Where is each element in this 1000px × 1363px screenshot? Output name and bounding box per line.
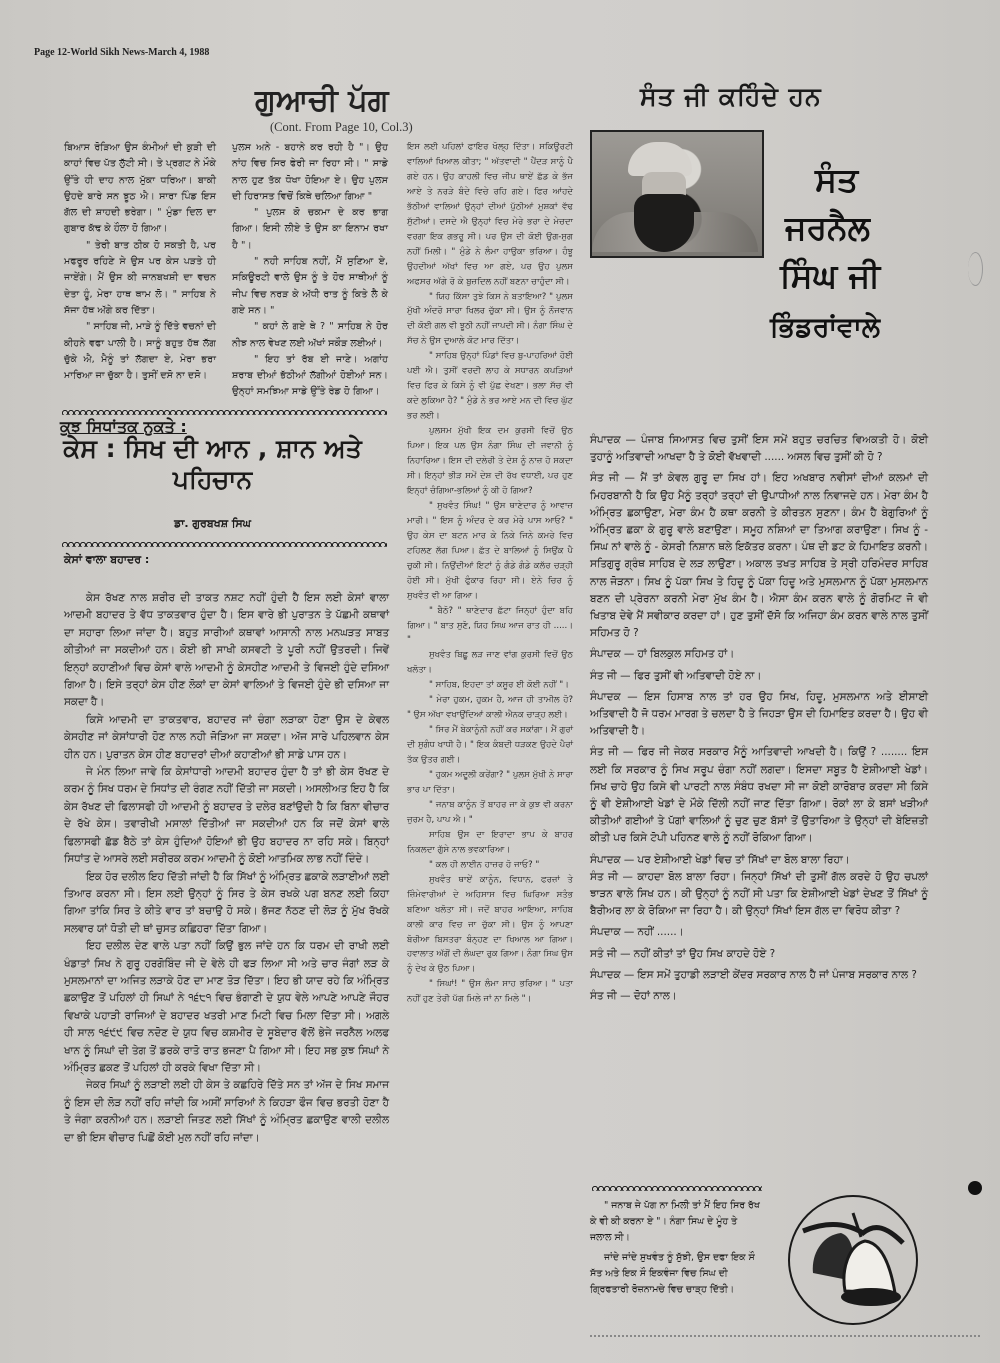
story-paragraph: " ਸਿਰ ਮੈਂ ਬੇਕਾਨੂੰਨੀ ਨਹੀਂ ਕਰ ਸਕਾਂਗਾ। ਮੈਂ ਗੁਰਾਂ ਦੀ ਸੁਗੰਧ ਖਾਧੀ ਹੈ। " ਇਕ ਕੰਬਦੀ ਧੜਕਣ ਉਹਦੇ ਪੈਰਾਂ ਤੱਕ ਉਤਰ ਗਈ। xyxy=(407,725,573,766)
essay-headline: ਕੇਸ : ਸਿਖ ਦੀ ਆਨ , ਸ਼ਾਨ ਅਤੇ ਪਹਿਚਾਨ xyxy=(63,434,362,494)
interview-exchange: ਸੰਪਦਾਕ — ਨਹੀਂ ......। xyxy=(590,926,684,939)
name-line: ਸੰਤ xyxy=(815,160,859,199)
essay-paragraph: ਜੇ ਮੰਨ ਲਿਆ ਜਾਵੇ ਕਿ ਕੇਸਾਂਧਾਰੀ ਆਦਮੀ ਬਹਾਦਰ ਹੁੰਦਾ ਹੈ ਤਾਂ ਭੀ ਕੇਸ ਰੱਖਣ ਦੇ ਕਰਮ ਨੂੰ ਸਿਖ ਧਰਮ ਦੇ ਸਿਧਾਂਤ ਦੀ ਰੰਗਣ ਨਹੀਂ ਦਿੱਤੀ ਜਾ ਸਕਦੀ। ਅਸਲੀਅਤ ਇਹ ਹੈ ਕਿ ਕੇਸ ਰੱਖਣ ਦੀ ਫਿਲਾਸਫੀ ਹੀ ਆਦਮੀ ਨੂੰ ਬਹਾਦਰ ਤੇ ਦਲੇਰ ਬਣਾਂਉਦੀ ਹੈ ਕਿ ਬਿਨਾ ਵੀਚਾਰ ਦੇ ਰੱਖੇ ਕੇਸ। ਤਵਾਰੀਖੀ ਮਸਾਲਾਂ ਦਿੱਤੀਆਂ ਜਾ ਸਕਦੀਆਂ ਹਨ ਕਿ ਜਦੋਂ ਕੇਸਾਂ ਵਾਲੇ ਫਿਲਾਸਫੀ ਛੱਡ ਬੈਠੇ ਤਾਂ ਕੇਸ ਹੁੰਦਿਆਂ ਹੋਇਆਂ ਭੀ ਉਹ ਬਹਾਦਰ ਨਾ ਰਹਿ ਸਕੇ। ਬਿਨ੍ਹਾਂ ਸਿਧਾਂਤ ਦੇ ਆਸਰੇ ਲਈ ਸਰੀਰਕ ਕਰਮ ਆਦਮੀ ਨੂੰ ਕੋਈ ਆਤਮਿਕ ਲਾਭ ਨਹੀਂ ਦਿੰਦੇ। xyxy=(64,766,389,866)
essay-paragraph: ਜੇਕਰ ਸਿਘਾਂ ਨੂੰ ਲੜਾਈ ਲਈ ਹੀ ਕੇਸ ਤੇ ਕਛਹਿਰੇ ਦਿੱਤੇ ਸਨ ਤਾਂ ਅੱਜ ਦੇ ਸਿਖ ਸਮਾਜ ਨੂੰ ਇਸ ਦੀ ਲੋੜ ਨਹੀਂ ਰਹਿ ਜਾਂਦੀ ਕਿ ਅਸੀਂ ਸਾਰਿਆਂ ਨੇ ਕਿਹੜਾ ਫੌਜ ਵਿਚ ਭਰਤੀ ਹੋਣਾ ਹੈ ਤੇ ਜੰਗਾ ਕਰਨੀਆਂ ਹਨ। ਲੜਾਈ ਜਿਤਣ ਲਈ ਸਿੱਖਾਂ ਨੂੰ ਅੰਮ੍ਰਿਤ ਛਕਾਉਣ ਵਾਲੀ ਦਲੀਲ ਦਾ ਭੀ ਇਸ ਵੀਚਾਰ ਪਿਛੋਂ ਕੋਈ ਮੁਲ ਨਹੀਂ ਰਹਿ ਜਾਂਦਾ। xyxy=(64,1079,389,1144)
essay-paragraph: ਕੇਸ ਰੱਖਣ ਨਾਲ ਸ਼ਰੀਰ ਦੀ ਤਾਕਤ ਨਸ਼ਟ ਨਹੀਂ ਹੁੰਦੀ ਹੈ ਇਸ ਲਈ ਕੇਸਾਂ ਵਾਲਾ ਆਦਮੀ ਬਹਾਦਰ ਤੇ ਵੱਧ ਤਾਕਤਵਾਰ ਹੁੰਦਾ ਹੈ। ਇਸ ਵਾਰੇ ਭੀ ਪੁਰਾਤਨ ਤੇ ਪੱਛਮੀ ਕਥਾਵਾਂ ਦਾ ਸਹਾਰਾ ਲਿਆ ਜਾਂਦਾ ਹੈ। ਬਹੁਤ ਸਾਰੀਆਂ ਕਥਾਵਾਂ ਆਸਾਨੀ ਨਾਲ ਮਨਘੜਤ ਸਾਬਤ ਕੀਤੀਆਂ ਜਾ ਸਕਦੀਆਂ ਹਨ। ਕੋਈ ਭੀ ਸਾਖੀ ਕਸਵਟੀ ਤੇ ਪੂਰੀ ਨਹੀਂ ਉਤਰਦੀ। ਜਿਵੇਂ ਇਨ੍ਹਾਂ ਕਹਾਣੀਆਂ ਵਿਚ ਕੇਸਾਂ ਵਾਲੇ ਆਦਮੀ ਨੂੰ ਕੇਸਹੀਣ ਆਦਮੀ ਤੇ ਵਿਜਈ ਹੁੰਦੇ ਦਸਿਆ ਗਿਆ ਹੈ। ਇਸੇ ਤਰ੍ਹਾਂ ਕੇਸ ਹੀਣ ਲੋਕਾਂ ਦਾ ਕੇਸਾਂ ਵਾਲਿਆਂ ਤੇ ਵਿਜਈ ਹੁੰਦੇ ਭੀ ਦਸਿਆ ਜਾ ਸਕਦਾ ਹੈ। xyxy=(64,592,389,709)
portrait-photo xyxy=(590,130,764,258)
story-ending-box xyxy=(590,1198,760,1302)
portrait-beard xyxy=(634,194,694,252)
story-paragraph: " ਹੁਕਮ ਅਦੂਲੀ ਕਰੇਂਗਾ? " ਪੁਲਸ ਮੁੱਖੀ ਨੇ ਸਾਰਾ ਭਾਰ ਪਾ ਦਿੱਤਾ। xyxy=(407,770,573,795)
binder-hole xyxy=(968,252,983,286)
story-paragraph: ਸਾਹਿਬ ਉਸ ਦਾ ਇਰਾਦਾ ਭਾਪ ਕੇ ਬਾਹਰ ਨਿਕਲਦਾ ਗੁੱਸੇ ਨਾਲ ਭਵਕਾਰਿਆ। xyxy=(407,829,573,855)
interview-exchange: ਸੰਪਾਦਕ — ਇਸ ਸਮੇਂ ਤੁਹਾਡੀ ਲੜਾਈ ਕੇਂਦਰ ਸਰਕਾਰ ਨਾਲ ਹੈ ਜਾਂ ਪੰਜਾਬ ਸਰਕਾਰ ਨਾਲ ? xyxy=(590,968,917,981)
interview-exchange: ਸੰਤ ਜੀ — ਦੋਹਾਂ ਨਾਲ। xyxy=(590,990,677,1003)
name-line: ਭਿੰਡਰਾਂਵਾਲੇ xyxy=(770,312,881,343)
story-paragraph: " ਯਿਹ ਕਿੱਸਾ ਤੁਝੇ ਕਿਸ ਨੇ ਬਤਾਇਆ? " ਪੁਲਸ ਮੁੱਖੀ ਅੰਦਰੋ ਸਾਰਾ ਖਿਲਰ ਚੁੱਕਾ ਸੀ। ਉਸ ਨੂੰ ਨੌਜਵਾਨ ਦੀ ਕੋਈ ਗਲ ਵੀ ਝੂਠੀ ਨਹੀਂ ਜਾਪਦੀ ਸੀ। ਨੰਗਾ ਸਿੰਘ ਦੇ ਸੱਚ ਨੇ ਉਸ ਦੁਆਲੇ ਕੋਟ ਮਾਰ ਦਿੱਤਾ। xyxy=(407,291,573,347)
story-paragraph: " ਨਹੀ ਸਾਹਿਬ ਨਹੀਂ, ਮੈਂ ਸੁਣਿਆ ਏ, ਸਕਿਊਰਟੀ ਵਾਲੇ ਉਸ ਨੂੰ ਤੇ ਹੋਰ ਸਾਥੀਆਂ ਨੂੰ ਜੀਪ ਵਿਚ ਨਰੜ ਕੇ ਅੱਧੀ ਰਾਤ ਨੂੰ ਕਿਤੇ ਲੈ ਕੇ ਗਏ ਸਨ। " xyxy=(232,256,388,316)
interview-body xyxy=(590,432,928,1009)
wavy-rule xyxy=(62,540,387,547)
story-paragraph: ਸੁਖਵੰਤ ਬਿਛੂ ਲੜ ਜਾਣ ਵਾਂਗ ਕੁਰਸੀ ਵਿਚੋਂ ਉਠ ਖਲੋਤਾ। xyxy=(407,650,573,676)
story-paragraph: " ਕਹਾਂ ਲੇ ਗਏ ਥੇ ? " ਸਾਹਿਬ ਨੇ ਹੋਰ ਨੀਝ ਨਾਲ ਵੇਖਣ ਲਈ ਅੱਖਾਂ ਸਕੌੜ ਲਈਆਂ। xyxy=(232,321,388,349)
essay-kicker: ਕੁਝ ਸਿਧਾਂਤਕ ਨੁਕਤੇ : xyxy=(60,417,187,436)
essay-paragraph: ਕਿਸੇ ਆਦਮੀ ਦਾ ਤਾਕਤਵਾਰ, ਬਹਾਦਰ ਜਾਂ ਚੰਗਾ ਲੜਾਕਾ ਹੋਣਾ ਉਸ ਦੇ ਕੇਵਲ ਕੇਸਹੀਣ ਜਾਂ ਕੇਸਾਂਧਾਰੀ ਹੋਣ ਨਾਲ ਨਹੀ ਜੋੜਿਆ ਜਾ ਸਕਦਾ। ਅੱਜ ਸਾਰੇ ਪਹਿਲਵਾਨ ਕੇਸ ਹੀਨ ਹਨ। ਪੁਰਾਤਨ ਕੇਸ ਹੀਣ ਬਹਾਦਰਾਂ ਦੀਆਂ ਕਹਾਣੀਆਂ ਭੀ ਸਾਡੇ ਪਾਸ ਹਨ। xyxy=(64,713,390,761)
story-paragraph: " ਪੁਲਸ ਕੋ ਚਕਮਾ ਦੇ ਕਰ ਭਾਗ ਗਿਆ। ਇਸੀ ਲੀਏ ਤੋ ਉਸ ਕਾ ਇਨਾਮ ਰਖਾ ਹੈ "। xyxy=(232,207,388,251)
interview-exchange: ਸੰਪਾਦਕ — ਪੰਜਾਬ ਸਿਆਸਤ ਵਿਚ ਤੁਸੀਂ ਇਸ ਸਮੇਂ ਬਹੁਤ ਚਰਚਿਤ ਵਿਅਕਤੀ ਹੋ। ਕੋਈ ਤੁਹਾਨੂੰ ਅਤਿਵਾਦੀ ਆਖਦਾ ਹੈ ਤੇ ਕੋਈ ਵੱਖਵਾਦੀ ...... ਅਸਲ ਵਿਚ ਤੁਸੀਂ ਕੀ ਹੋ ? xyxy=(590,434,928,464)
story-paragraph: " ਇਹ ਤਾਂ ਰੱਬ ਈ ਜਾਣੇ। ਅਗਾਂਹ ਸ਼ਰਾਬ ਦੀਆਂ ਭੱਠੀਆਂ ਲੱਗੀਆਂ ਹੋਈਆਂ ਸਨ। ਉਨ੍ਹਾਂ ਸਮਝਿਆ ਸਾਡੇ ਉੱਤੇ ਰੇਡ ਹੋ ਗਿਆ। xyxy=(232,353,388,398)
interview-exchange: ਸੰਪਾਦਕ — ਪਰ ਏਸ਼ੀਆਈ ਖੇਡਾਂ ਵਿਚ ਤਾਂ ਸਿੱਖਾਂ ਦਾ ਬੋਲ ਬਾਲਾ ਰਿਹਾ। xyxy=(590,853,850,866)
essay-byline: ਡਾ. ਗੁਰਬਖਸ਼ ਸਿਘ xyxy=(174,517,251,530)
wavy-rule xyxy=(592,1184,762,1191)
interview-exchange: ਸੰਤ ਜੀ — ਕਾਹਦਾ ਬੋਲ ਬਾਲਾ ਰਿਹਾ। ਜਿਨ੍ਹਾਂ ਸਿੱਖਾਂ ਦੀ ਤੁਸੀਂ ਗੱਲ ਕਰਦੇ ਹੋ ਉਹ ਚਪਲਾਂ ਝਾੜਨ ਵਾਲੇ ਸਿਖ ਹਨ। ਕੀ ਉਨ੍ਹਾਂ ਨੂੰ ਨਹੀਂ ਸੀ ਪਤਾ ਕਿ ਏਸ਼ੀਆਈ ਖੇਡਾਂ ਦੇਖਣ ਤੋਂ ਸਿੱਖਾਂ ਨੂੰ ਬੈਰੀਅਰ ਲਾ ਕੇ ਰੋਕਿਆ ਜਾ ਰਿਹਾ ਹੈ। ਕੀ ਉਨ੍ਹਾਂ ਸਿੱਖਾਂ ਇਸ ਗੱਲ ਦਾ ਵਿਰੋਧ ਕੀਤਾ ? xyxy=(590,870,928,918)
essay-paragraph: ਇਹ ਦਲੀਲ ਦੇਣ ਵਾਲੇ ਪਤਾ ਨਹੀਂ ਕਿਉਂ ਭੁਲ ਜਾਂਦੇ ਹਨ ਕਿ ਧਰਮ ਦੀ ਰਾਖੀ ਲਈ ਖੰਡਾਤਾਂ ਸਿਖ ਨੇ ਗੁਰੂ ਹਰਗੋਬਿੰਦ ਜੀ ਦੇ ਵੇਲੇ ਹੀ ਫੜ ਲਿਆ ਸੀ ਅਤੇ ਚਾਰ ਜੰਗਾਂ ਲੜ ਕੇ ਮੁਸਲਮਾਨਾਂ ਦਾ ਅਜਿਤ ਲੜਾਕੇ ਹੋਣ ਦਾ ਮਾਣ ਤੋੜ ਦਿੱਤਾ। ਇਹ ਭੀ ਯਾਦ ਰਹੇ ਕਿ ਅੰਮ੍ਰਿਤ ਛਕਾਉਣ ਤੋਂ ਪਹਿਲਾਂ ਹੀ ਸਿਘਾਂ ਨੇ ੧੬੮੧ ਵਿਚ ਭੰਗਾਣੀ ਦੇ ਯੁਧ ਵੇਲੇ ਆਪਣੇ ਆਪਣੇ ਜੌਹਰ ਵਿਖਾਕੇ ਪਹਾੜੀ ਰਾਜਿਆਂ ਦੇ ਬਹਾਦਰ ਖਤਰੀ ਮਾਣ ਮਿਟੀ ਵਿਚ ਮਿਲਾ ਦਿੱਤਾ ਸੀ। ਅਗਲੇ ਹੀ ਸਾਲ ੧੬੯੯ ਵਿਚ ਨਦੋਣ ਦੇ ਯੁਧ ਵਿਚ ਕਸ਼ਮੀਰ ਦੇ ਸੂਬੇਦਾਰ ਵੱਲੋਂ ਭੇਜੇ ਜਰਨੈਲ ਅਲਫ ਖਾਨ ਨੂੰ ਸਿਘਾਂ ਦੀ ਤੇਗ ਤੋਂ ਡਰਕੇ ਰਾਤੋ ਰਾਤ ਭਜਣਾ ਪੈ ਗਿਆ ਸੀ। ਇਹ ਸਭ ਕੁਝ ਸਿਘਾਂ ਨੇ ਅੰਮ੍ਰਿਤ ਛਕਣ ਤੋਂ ਪਹਿਲਾਂ ਹੀ ਕਰਕੇ ਵਿਖਾ ਦਿੱਤਾ ਸੀ। xyxy=(64,940,389,1074)
essay-subhead: ਕੇਸਾਂ ਵਾਲਾ ਬਹਾਦਰ : xyxy=(64,553,150,566)
story-paragraph: " ਸੁਖਵੰਤ ਸਿੰਘ! " ਉਸ ਥਾਣੇਦਾਰ ਨੂੰ ਆਵਾਜ਼ ਮਾਰੀ। " ਇਸ ਨੂੰ ਅੰਦਰ ਦੇ ਕਰ ਮੇਰੇ ਪਾਸ ਆਓ? " ਉਹ ਕੇਸ ਦਾ ਬਟਨ ਮਾਰ ਕੇ ਨਿਕੇ ਜਿਨੇ ਕਮਰੇ ਵਿਚ ਟਹਿਲਣ ਲੱਗ ਪਿਆ। ਛੱਤ ਦੇ ਬਾਲਿਆਂ ਨੂੰ ਸਿਉਂਕ ਪੈ ਚੁਕੀ ਸੀ। ਨਿਉਂਦੀਆਂ ਇਟਾਂ ਨੂੰ ਗੰਡੇ ਗੰਡੇ ਕਲੱਰ ਚੜ੍ਹੀ ਹੋਈ ਸੀ। ਮੁੱਖੀ ਫੁੰਕਾਰ ਰਿਹਾ ਸੀ। ਏਨੇ ਚਿਰ ਨੂੰ ਸੁਖਵੰਤ ਵੀ ਆ ਗਿਆ। xyxy=(407,500,573,601)
story-title: ਗੁਆਚੀ ਪੱਗ xyxy=(255,83,389,118)
story-paragraph: ਪੁਲਸ ਅਨੇ - ਬਹਾਨੇ ਕਰ ਰਹੀ ਹੈ "। ਉਹ ਨਾਂਹ ਵਿਚ ਸਿਰ ਫੇਰੀ ਜਾ ਰਿਹਾ ਸੀ। " ਸਾਡੇ ਨਾਲ ਹੁਣ ਤੱਕ ਧੋਖਾ ਹੋਇਆ ਏ। ਉਹ ਪੁਲਸ ਦੀ ਹਿਰਾਸਤ ਵਿਚੋਂ ਕਿਥੇ ਚਲਿਆ ਗਿਆ " xyxy=(232,142,388,202)
story-paragraph: " ਕਲ ਹੀ ਲਾਈਨ ਹਾਜ਼ਰ ਹੋ ਜਾਓ? " xyxy=(429,859,540,870)
wavy-rule xyxy=(62,408,387,415)
page-folio: Page 12-World Sikh News-March 4, 1988 xyxy=(34,47,210,58)
dotted-rule xyxy=(590,1335,980,1337)
story-paragraph: " ਸਾਹਿਬ ਜੀ, ਮਾੜੇ ਨੂੰ ਦਿੱਤੇ ਵਚਨਾਂ ਦੀ ਕੀਹਨੇ ਵਫਾ ਪਾਲੀ ਹੈ। ਸਾਨੂੰ ਬਹੁਤ ਹੱਥ ਲੱਗ ਚੁੱਕੇ ਐ, ਮੈਨੂੰ ਤਾਂ ਲੱਗਦਾ ਏ, ਮੇਰਾ ਭਰਾ ਮਾਰਿਆ ਜਾ ਚੁੱਕਾ ਹੈ। ਤੁਸੀਂ ਦਸੋ ਨਾ ਦਸੋ। xyxy=(64,321,216,382)
story-paragraph: " ਸਿਘਾਂ! " ਉਸ ਲੰਮਾ ਸਾਹ ਭਰਿਆ। " ਪਤਾ ਨਹੀਂ ਹੁਣ ਤੇਰੀ ਪੱਗ ਮਿਲੇ ਜਾਂ ਨਾ ਮਿਲੇ "। xyxy=(407,979,573,1005)
story-paragraph: ਪੁਲਸਮ ਮੁੱਖੀ ਇਕ ਦਮ ਕੁਰਸੀ ਵਿਚੋਂ ਉਠ ਪਿਆ। ਇਕ ਪਲ ਉਸ ਨੰਗਾ ਸਿੰਘ ਦੀ ਜਵਾਨੀ ਨੂੰ ਨਿਹਾਰਿਆ। ਇਸ ਦੀ ਦਲੇਰੀ ਤੇ ਦੇਸ਼ ਨੂੰ ਨਾਜ਼ ਹੋ ਸਕਦਾ ਸੀ। ਇਨ੍ਹਾਂ ਭੀੜ ਸਮੇਂ ਦੇਸ਼ ਦੀ ਰੱਖ ਵਧਾਈ, ਪਰ ਹੁਣ ਇਨ੍ਹਾਂ ਚੰਗਿਆ-ਭਲਿਆਂ ਨੂੰ ਕੀ ਹੋ ਗਿਆ? xyxy=(407,426,573,496)
binder-hole xyxy=(968,1181,982,1195)
story-paragraph: " ਸਾਹਿਬ ਉਨ੍ਹਾਂ ਪਿੰਡਾਂ ਵਿਚ ਬੁ-ਪਾਹਰਿਆਂ ਹੋਈ ਪਈ ਐ। ਤੁਸੀਂ ਵਰਦੀ ਲਾਹ ਕੇ ਸਧਾਰਨ ਕਪੜਿਆਂ ਵਿਚ ਫਿਰ ਕੇ ਕਿਸੇ ਨੂੰ ਵੀ ਪੁੱਛ ਵੇਖਣਾ। ਭਲਾ ਸੱਚ ਵੀ ਕਦੇ ਲੁਕਿਆ ਹੈ? " ਮੁੰਡੇ ਨੇ ਭਰ ਆਏ ਮਨ ਦੀ ਵਿਚ ਘੁੱਟ ਭਰ ਲਈ। xyxy=(407,351,573,422)
story-paragraph: " ਸਾਹਿਬ, ਇਹਦਾ ਤਾਂ ਕਸੂਰ ਈ ਕੋਈ ਨਹੀਂ "। xyxy=(429,680,569,691)
interview-exchange: ਸੰਤ ਜੀ — ਮੈਂ ਤਾਂ ਕੇਵਲ ਗੁਰੂ ਦਾ ਸਿਖ ਹਾਂ। ਇਹ ਅਖਬਾਰ ਨਵੀਸਾਂ ਦੀਆਂ ਕਲਮਾਂ ਦੀ ਮਿਹਰਬਾਨੀ ਹੈ ਕਿ ਉਹ ਮੈਨੂੰ ਤਰ੍ਹਾਂ ਤਰ੍ਹਾਂ ਦੀ ਉਪਾਧੀਆਂ ਨਾਲ ਨਿਵਾਜਦੇ ਹਨ। ਮੇਰਾ ਕੰਮ ਹੈ ਅੰਮ੍ਰਿਤ ਛਕਾਉਣਾ, ਮੇਰਾ ਕੰਮ ਹੈ ਕਥਾ ਕਰਨੀ ਤੇ ਕੀਰਤਨ ਸੁਣਨਾ। ਕੰਮ ਹੈ ਬੇਗੁਰਿਆਂ ਨੂੰ ਅੰਮ੍ਰਿਤ ਛਕਾ ਕੇ ਗੁਰੂ ਵਾਲੇ ਬਣਾਉਣਾ। ਸਮੂਹ ਨਸ਼ਿਆਂ ਦਾ ਤਿਆਗ ਕਰਾਉਣਾ। ਸਿਖ ਨੂੰ - ਸਿਘ ਨਾਂ ਵਾਲੇ ਨੂੰ - ਕੇਸਰੀ ਨਿਸ਼ਾਨ ਥਲੇ ਇਕੱਤਰ ਕਰਨਾ। ਪੰਥ ਦੀ ਡਟ ਕੇ ਹਿਮਾਇਤ ਕਰਨੀ। ਸਤਿਗੁਰੂ ਗ੍ਰੰਥ ਸਾਹਿਬ ਦੇ ਲੜ ਲਾਉਣਾ। ਅਕਾਲ ਤਖਤ ਸਾਹਿਬ ਤੇ ਸ੍ਰੀ ਹਰਿਮੰਦਰ ਸਾਹਿਬ ਨਾਲ ਜੋੜਨਾ। ਸਿਖ ਨੂੰ ਪੱਕਾ ਸਿਖ ਤੇ ਹਿਦੂ ਨੂੰ ਪੱਕਾ ਹਿਦੂ ਅਤੇ ਮੁਸਲਮਾਨ ਨੂੰ ਪੱਕਾ ਮੁਸਲਮਾਨ ਬਣਨ ਦੀ ਪ੍ਰੇਰਨਾ ਕਰਨੀ ਮੇਰਾ ਮੁੱਖ ਕੰਮ ਹੈ। ਐਸਾ ਕੰਮ ਕਰਨ ਵਾਲੇ ਨੂੰ ਗੋਰਮਿਟ ਜੋ ਵੀ ਖਿਤਾਬ ਦੇਵੇ ਮੈਂ ਸਵੀਕਾਰ ਕਰਦਾ ਹਾਂ। ਹੁਣ ਤੁਸੀਂ ਦੱਸੋ ਕਿ ਅਜਿਹਾ ਕੰਮ ਕਰਨ ਵਾਲੇ ਨਾਲ ਤੁਸੀਂ ਸਹਿਮਤ ਹੋ ? xyxy=(590,472,928,640)
interview-exchange: ਸੰਪਾਦਕ — ਇਸ ਹਿਸਾਬ ਨਾਲ ਤਾਂ ਹਰ ਉਹ ਸਿਖ, ਹਿਦੂ, ਮੁਸਲਮਾਨ ਅਤੇ ਈਸਾਈ ਅਤਿਵਾਦੀ ਹੈ ਜੋ ਧਰਮ ਮਾਰਗ ਤੇ ਚਲਦਾ ਹੈ ਤੇ ਜਿਹੜਾ ਉਸ ਦੀ ਹਿਮਾਇਤ ਕਰਦਾ ਹੈ। ਉਹ ਵੀ ਅਤਿਵਾਦੀ ਹੈ। xyxy=(590,690,928,738)
bell-icon xyxy=(783,1193,923,1328)
portrait-turban xyxy=(628,142,692,176)
essay-body xyxy=(64,590,389,1147)
name-line: ਸਿੰਘ ਜੀ xyxy=(780,256,881,295)
story-paragraph: " ਜਨਾਬ ਕਾਨੂੰਨ ਤੋਂ ਬਾਹਰ ਜਾ ਕੇ ਕੁਝ ਵੀ ਕਰਨਾ ਜੁਰਮ ਹੈ, ਪਾਪ ਐ। " xyxy=(407,799,573,825)
story-column-1 xyxy=(64,140,216,384)
story-paragraph: " ਮੇਰਾ ਹੁਕਮ, ਹੁਕਮ ਹੈ, ਆਜ ਹੀ ਤਾਮੀਲ ਹੋ? " ਉਸ ਅੱਖਾ ਵਖਾਉਂਦਿਆਂ ਕਾਲੀ ਐਨਕ ਚਾੜ੍ਹ ਲਈ। xyxy=(407,695,573,721)
story-paragraph: " ਜਨਾਬ ਜੇ ਪੱਗ ਨਾ ਮਿਲੀ ਤਾਂ ਮੈਂ ਇਹ ਸਿਰ ਰੱਖ ਕੇ ਵੀ ਕੀ ਕਰਨਾ ਏ "। ਨੰਗਾ ਸਿਘ ਦੇ ਮੂੰਹ ਤੇ ਜਲਾਲ ਸੀ। xyxy=(590,1200,760,1243)
story-paragraph: ਇਸ ਲਈ ਪਹਿਲਾਂ ਫਾਇਰ ਖੋਲ੍ਹ ਦਿੱਤਾ। ਸਕਿਊਰਟੀ ਵਾਲਿਆਂ ਖਿਆਲ ਕੀਤਾ; " ਅੱਤਵਾਦੀ " ਪੈਂਦੜ ਸਾਨੂੰ ਪੈ ਗਏ ਹਨ। ਉਹ ਕਾਹਲੀ ਵਿਚ ਜੀਪ ਥਾਏਂ ਛੱਡ ਕੇ ਭੱਜ ਆਏ ਤੇ ਨਰੜੇ ਬੰਦੇ ਵਿਚੇ ਰਹਿ ਗਏ। ਫਿਰ ਆਂਹਦੇ ਭੱਠੀਆਂ ਵਾਲਿਆਂ ਉਨ੍ਹਾਂ ਦੀਆਂ ਪੁੱਠੀਆਂ ਮੁਸ਼ਕਾਂ ਵੱਢ ਸੁੱਟੀਆਂ। ਦਸਦੇ ਐ ਉਨ੍ਹਾਂ ਵਿਚ ਮੇਰੇ ਭਰਾ ਦੇ ਮੇਚਦਾ ਵਰਗਾ ਇਕ ਗਭਰੂ ਸੀ। ਪਰ ਉਸ ਦੀ ਕੋਈ ਉਗ-ਸੁਗ ਨਹੀਂ ਮਿਲੀ। " ਮੁੰਡੇ ਨੇ ਲੰਮਾ ਹਾਉਕਾ ਭਰਿਆ। ਹੰਝੂ ਉਹਦੀਆਂ ਅੱਖਾਂ ਵਿਚ ਆ ਗਏ, ਪਰ ਉਹ ਪੁਲਸ ਅਫਸਰ ਅੱਗੇ ਰੋ ਕੇ ਬੁਜ਼ਦਿਲ ਨਹੀਂ ਬਣਨਾ ਚਾਹੁੰਦਾ ਸੀ। xyxy=(407,142,573,287)
story-column-3 xyxy=(407,140,573,1007)
interview-exchange: ਸੰਤ ਜੀ — ਫਿਰ ਤੁਸੀਂ ਵੀ ਅਤਿਵਾਦੀ ਹੋਏ ਨਾ। xyxy=(590,669,762,682)
essay-paragraph: ਇਕ ਹੋਰ ਦਲੀਲ ਇਹ ਦਿੱਤੀ ਜਾਂਦੀ ਹੈ ਕਿ ਸਿੱਖਾਂ ਨੂੰ ਅੰਮ੍ਰਿਤ ਛਕਾਕੇ ਲੜਾਈਆਂ ਲਈ ਤਿਆਰ ਕਰਨਾ ਸੀ। ਇਸ ਲਈ ਉਨ੍ਹਾਂ ਨੂੰ ਸਿਰ ਤੇ ਕੇਸ ਰਖਕੇ ਪਗ ਬਨਣ ਲਈ ਕਿਹਾ ਗਿਆ ਤਾਂਕਿ ਸਿਰ ਤੇ ਕੀਤੇ ਵਾਰ ਤਾਂ ਬਚਾਉ ਹੋ ਸਕੇ। ਭੱਜਣ ਨੱਠਣ ਦੀ ਲੋੜ ਨੂੰ ਮੁੱਖ ਰੱਖਕੇ ਸਲਵਾਰ ਯਾਂ ਧੋਤੀ ਦੀ ਥਾਂ ਚੁਸਤ ਕਛਿਹਰਾ ਦਿੱਤਾ ਗਿਆ। xyxy=(64,870,389,935)
interview-exchange: ਸੰਤ ਜੀ — ਫਿਰ ਜੀ ਜੇਕਰ ਸਰਕਾਰ ਮੈਨੂੰ ਆਤਿਵਾਦੀ ਆਖਦੀ ਹੈ। ਕਿਉਂ ? ........ ਇਸ ਲਈ ਕਿ ਸਰਕਾਰ ਨੂੰ ਸਿਖ ਸਰੂਪ ਚੰਗਾ ਨਹੀਂ ਲਗਦਾ। ਇਸਦਾ ਸਬੂਤ ਹੈ ਏਸ਼ੀਆਈ ਖੇਡਾਂ। ਸਿਖ ਚਾਹੇ ਉਹ ਕਿਸੇ ਵੀ ਪਾਰਟੀ ਨਾਲ ਸੰਬੰਧ ਰਖਦਾ ਸੀ ਜਾ ਕੋਈ ਕਾਰੋਬਾਰ ਕਰਦਾ ਸੀ ਕਿਸੇ ਨੂੰ ਵੀ ਏਸ਼ੀਆਈ ਖੇਡਾਂ ਦੇ ਮੌਕੇ ਦਿੱਲੀ ਨਹੀਂ ਜਾਣ ਦਿੱਤਾ ਗਿਆ। ਰੋਕਾਂ ਲਾ ਕੇ ਬਸਾਂ ਖੜੀਆਂ ਕੀਤੀਆਂ ਗਈਆਂ ਤੇ ਪੱਗਾਂ ਵਾਲਿਆਂ ਨੂੰ ਚੁਣ ਚੁਣ ਬੱਸਾਂ ਤੋਂ ਉਤਾਰਿਆ ਤੇ ਉਨ੍ਹਾਂ ਦੀ ਬੇਇਜ਼ਤੀ ਕੀਤੀ ਪਰ ਕਿਸੇ ਟੋਪੀ ਪਹਿਨਣ ਵਾਲੇ ਨੂੰ ਨਹੀਂ ਰੋਕਿਆ ਗਿਆ। xyxy=(590,746,928,845)
story-paragraph: " ਬੈਠੋ? " ਥਾਣੇਦਾਰ ਛੱਟਾ ਜਿਨ੍ਹਾਂ ਹੁੰਦਾ ਬਹਿ ਗਿਆ। " ਬਾਤ ਸੁਣੋ, ਯਿਹ ਸਿਘ ਆਜ ਰਾਤ ਹੀ .....। " xyxy=(407,605,573,646)
continuation-note: (Cont. From Page 10, Col.3) xyxy=(270,120,413,134)
story-paragraph: ਬਿਆਸ ਰੋੜਿਆ ਉਸ ਕੰਮੀਆਂ ਦੀ ਕੁੜੀ ਦੀ ਕਾਹਾਂ ਵਿਚ ਪੱਤ ਲੁੱਟੀ ਸੀ। ਤੇ ਪ੍ਰਗਟ ਨੇ ਮੌਕੇ ਉੱਤੇ ਹੀ ਦਾਹ ਨਾਲ ਮੁੱਕਾ ਧਰਿਆ। ਬਾਕੀ ਉਹਦੇ ਬਾਰੇ ਸਨ ਝੂਠ ਐ। ਸਾਰਾ ਪਿੰਡ ਇਸ ਗੱਲ ਦੀ ਸ਼ਾਹਦੀ ਭਰੇਗਾ। " ਮੁੰਡਾ ਦਿਲ ਦਾ ਗੁਬਾਰ ਕੱਢ ਕੇ ਹੌਲਾ ਹੋ ਗਿਆ। xyxy=(64,142,216,235)
interview-exchange: ਸਤੰ ਜੀ — ਨਹੀਂ ਕੀਤਾਂ ਤਾਂ ਉਹ ਸਿਖ ਕਾਹਦੇ ਹੋਏ ? xyxy=(590,947,776,960)
interview-title: ਸੰਤ ਜੀ ਕਹਿੰਦੇ ਹਨ xyxy=(640,82,822,111)
story-paragraph: " ਤੇਰੀ ਬਾਤ ਠੀਕ ਹੋ ਸਕਤੀ ਹੈ, ਪਰ ਮਫਰੂਰ ਰਹਿਣੇ ਸੇ ਉਸ ਪਰ ਕੇਸ ਪੜਤੇ ਹੀ ਜਾਏਂਗੇ। ਮੈਂ ਉਸ ਕੀ ਜਾਨਬਖਸ਼ੀ ਦਾ ਵਚਨ ਦੇਤਾ ਹੂੰ, ਮੇਰਾ ਹਾਥ ਥਾਮ ਲੋ। " ਸਾਹਿਬ ਨੇ ਸੱਜਾ ਹੱਥ ਅੱਗੇ ਕਰ ਦਿੱਤਾ। xyxy=(64,239,216,316)
interview-exchange: ਸੰਪਾਦਕ — ਹਾਂ ਬਿਲਕੁਲ ਸਹਿਮਤ ਹਾਂ। xyxy=(590,648,735,661)
story-column-2 xyxy=(232,140,388,401)
story-paragraph: ਸੁਖਵੰਤ ਥਾਏਂ ਕਾਨੂੰਨ, ਵਿਧਾਨ, ਫਰਜ਼ਾਂ ਤੇ ਜ਼ਿੰਮੇਵਾਰੀਆਂ ਦੇ ਅਹਿਸਾਸ ਵਿਚ ਘਿਰਿਆ ਸਤੰਭ ਬਣਿਆ ਖਲੋਤਾ ਸੀ। ਜਦੋਂ ਬਾਹਰ ਆਇਆ, ਸਾਹਿਬ ਕਾਲੀ ਕਾਰ ਵਿਚ ਜਾ ਚੁੱਕਾ ਸੀ। ਉਸ ਨੂੰ ਆਪਣਾ ਬੋਰੀਆ ਬਿਸਤਰਾ ਬੰਨ੍ਹਣ ਦਾ ਖਿਆਲ ਆ ਗਿਆ। ਹਵਾਲਾਤ ਅੱਗੋਂ ਦੀ ਲੰਘਦਾ ਰੁਕ ਗਿਆ। ਨੰਗਾ ਸਿਘ ਉਸ ਨੂੰ ਦੇਖ ਕੇ ਉਠ ਪਿਆ। xyxy=(407,874,573,975)
name-line: ਜਰਨੈਲ xyxy=(785,208,870,247)
story-paragraph: ਜਾਂਦੇ ਜਾਂਦੇ ਸੁਖਵੰਤ ਨੂੰ ਸੁੱਝੀ, ਉਸ ਦਫਾ ਇਕ ਸੌ ਸੱਤ ਅਤੇ ਇਕ ਸੌ ਇਕਵੰਜਾ ਵਿਚ ਸਿਘ ਦੀ ਗ੍ਰਿਫਤਾਰੀ ਰੋਜ਼ਨਾਮਚੇ ਵਿਚ ਚਾੜ੍ਹ ਦਿੱਤੀ। xyxy=(590,1252,755,1295)
